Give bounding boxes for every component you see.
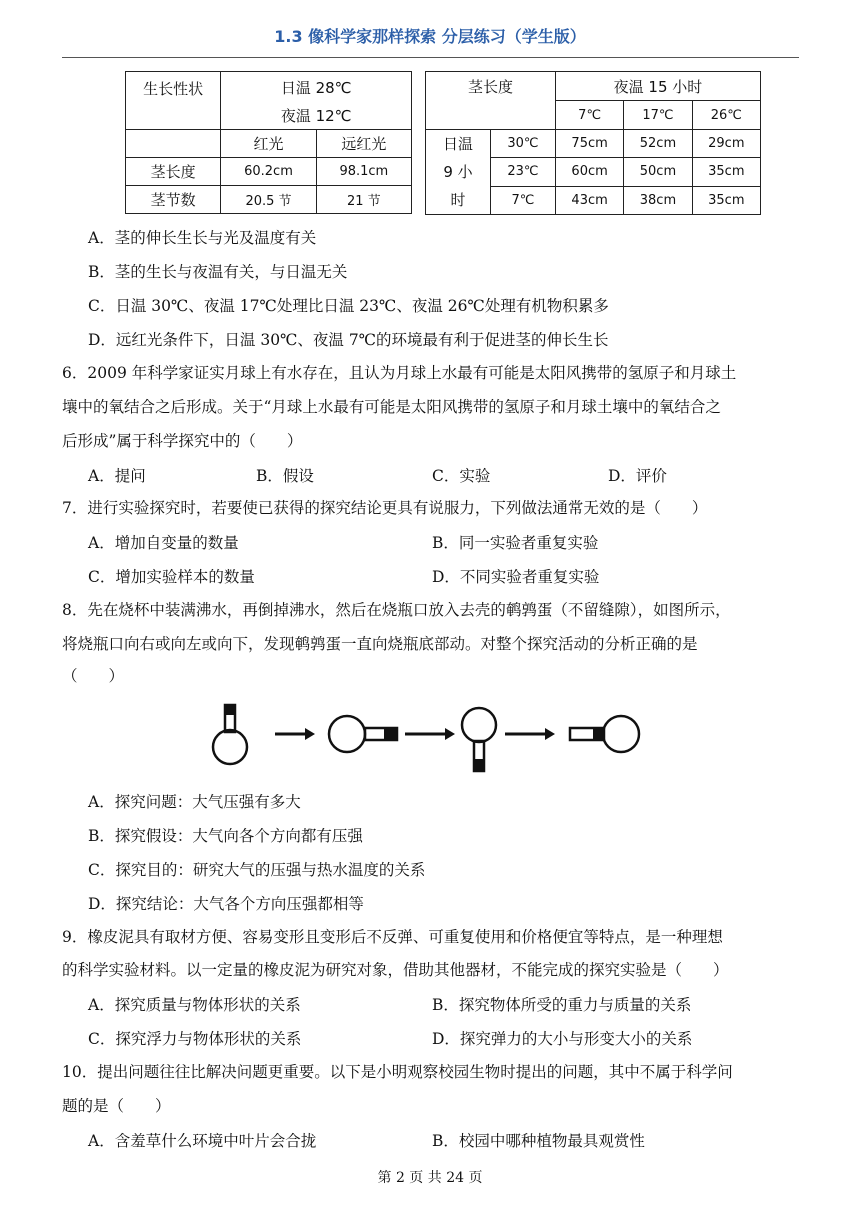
table-cell: 21 节: [316, 186, 411, 214]
night-col: 7℃: [555, 101, 623, 130]
table-cell: 98.1cm: [316, 158, 411, 186]
q8-option-c: C．探究目的：研究大气的压强与热水温度的关系: [88, 861, 426, 879]
flask-sideways-right-icon: [329, 716, 397, 752]
q9-stem-line: 9．橡皮泥具有取材方便、容易变形且变形后不反弹、可重复使用和价格便宜等特点，是一种理想: [62, 928, 723, 946]
q6-option-b: B．假设: [256, 467, 314, 485]
table-cell: 38cm: [624, 186, 692, 214]
night-temp-header: 夜温 15 小时: [555, 72, 760, 101]
q8-option-d: D．探究结论：大气各个方向压强都相等: [88, 895, 364, 913]
page-footer: 第 2 页 共 24 页: [377, 1170, 483, 1186]
night-col: 17℃: [624, 101, 692, 130]
night-col: 26℃: [692, 101, 760, 130]
q8-option-b: B．探究假设：大气向各个方向都有压强: [88, 827, 363, 845]
arrow-right-icon: [505, 728, 555, 740]
temperature-table: [425, 71, 761, 215]
table-cell: 43cm: [555, 186, 623, 214]
day-label-line: 日温: [442, 135, 473, 153]
q6-option-a: A．提问: [88, 467, 146, 485]
q10-option-a: A．含羞草什么环境中叶片会合拢: [88, 1132, 317, 1150]
table-cell: 35cm: [692, 186, 760, 214]
row-label: 茎长度: [126, 158, 221, 186]
table-cell: 60cm: [555, 158, 623, 186]
stem-length-header: 茎长度: [426, 72, 556, 130]
q10-option-b: B．校园中哪种植物最具观赏性: [432, 1132, 645, 1150]
arrow-right-icon: [275, 728, 315, 740]
q8-stem-line: 将烧瓶口向右或向左或向下，发现鹌鹑蛋一直向烧瓶底部动。对整个探究活动的分析正确的是: [62, 635, 698, 653]
day-temp-row-label: [426, 130, 491, 215]
q6-stem-line: 后形成”属于科学探究中的（ ）: [62, 432, 303, 450]
q5-option-d: D．远红光条件下，日温 30℃、夜温 7℃的环境最有利于促进茎的伸长生长: [88, 331, 609, 349]
day-label-line: 时: [450, 191, 466, 209]
day-temp: 23℃: [490, 158, 555, 186]
light-quality-table: [125, 71, 412, 214]
day-temp: 7℃: [490, 186, 555, 214]
q8-option-a: A．探究问题：大气压强有多大: [88, 793, 301, 811]
q5-option-b: B．茎的生长与夜温有关，与日温无关: [88, 263, 348, 281]
col-far-red-light: 远红光: [316, 130, 411, 158]
q7-option-d: D．不同实验者重复实验: [432, 568, 600, 586]
day-temp: 30℃: [490, 130, 555, 158]
flask-upright-icon: [213, 705, 247, 764]
flask-orientation-figure: [200, 693, 650, 778]
table-cell: 75cm: [555, 130, 623, 158]
night-temp-label: 夜温 12℃: [221, 103, 412, 130]
q5-option-c: C．日温 30℃、夜温 17℃处理比日温 23℃、夜温 26℃处理有机物积累多: [88, 297, 609, 315]
q9-option-a: A．探究质量与物体形状的关系: [88, 996, 301, 1014]
row-label: 茎节数: [126, 186, 221, 214]
day-temp-label: 日温 28℃: [221, 72, 412, 103]
table-cell: 29cm: [692, 130, 760, 158]
trait-header: 生长性状: [126, 72, 221, 130]
table-cell: 20.5 节: [221, 186, 316, 214]
table-cell: 50cm: [624, 158, 692, 186]
q6-option-d: D．评价: [608, 467, 667, 485]
q6-option-c: C．实验: [432, 467, 491, 485]
q9-stem-line: 的科学实验材料。以一定量的橡皮泥为研究对象，借助其他器材，不能完成的探究实验是（ ）: [62, 961, 729, 979]
table-cell: 52cm: [624, 130, 692, 158]
flask-sideways-left-icon: [570, 716, 639, 752]
q9-option-c: C．探究浮力与物体形状的关系: [88, 1030, 302, 1048]
q9-option-d: D．探究弹力的大小与形变大小的关系: [432, 1030, 693, 1048]
flask-inverted-icon: [462, 708, 496, 771]
arrow-right-icon: [405, 728, 455, 740]
q7-option-a: A．增加自变量的数量: [88, 534, 239, 552]
page-header: 1.3 像科学家那样探索 分层练习（学生版）: [274, 27, 586, 46]
q9-option-b: B．探究物体所受的重力与质量的关系: [432, 996, 692, 1014]
header-divider: [62, 57, 799, 58]
q7-option-b: B．同一实验者重复实验: [432, 534, 599, 552]
q10-stem-line: 10．提出问题往往比解决问题更重要。以下是小明观察校园生物时提出的问题，其中不属于科学问: [62, 1063, 733, 1081]
q8-stem-line: （ ）: [62, 667, 125, 685]
q5-option-a: A．茎的伸长生长与光及温度有关: [88, 229, 317, 247]
q8-stem-line: 8．先在烧杯中装满沸水，再倒掉沸水，然后在烧瓶口放入去壳的鹌鹑蛋（不留缝隙），如图所示，: [62, 601, 731, 619]
col-red-light: 红光: [221, 130, 316, 158]
q6-stem-line: 壤中的氧结合之后形成。关于“月球上水最有可能是太阳风携带的氢原子和月球土壤中的氧结合之: [62, 398, 721, 416]
q6-stem-line: 6．2009 年科学家证实月球上有水存在，且认为月球上水最有可能是太阳风携带的氢原子和月球土: [62, 364, 737, 382]
table-cell: 35cm: [692, 158, 760, 186]
table-cell: 60.2cm: [221, 158, 316, 186]
day-label-line: 9 小: [443, 163, 473, 181]
q7-option-c: C．增加实验样本的数量: [88, 568, 255, 586]
q7-stem-line: 7．进行实验探究时，若要使已获得的探究结论更具有说服力，下列做法通常无效的是（ ）: [62, 499, 708, 517]
q10-stem-line: 题的是（ ）: [62, 1097, 171, 1115]
